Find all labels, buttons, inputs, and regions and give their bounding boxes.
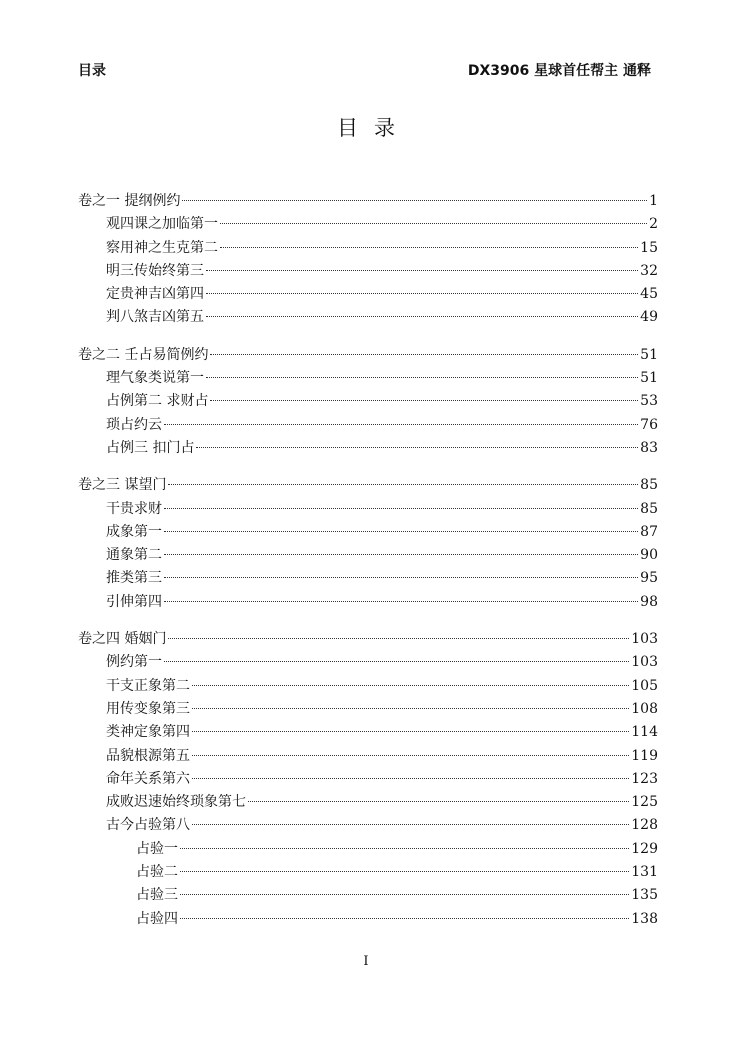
toc-entry-row[interactable] — [78, 591, 658, 614]
toc-entry-label: 明三传始终第三 — [106, 262, 204, 279]
dot-leader — [164, 601, 638, 602]
toc-entry-label: 成败迟速始终琐象第七 — [106, 794, 246, 811]
toc-entry-row[interactable] — [78, 675, 658, 698]
dot-leader — [168, 484, 638, 485]
toc-subentry-row[interactable] — [78, 838, 658, 861]
toc-subentry-label: 占验二 — [136, 864, 178, 881]
dot-leader — [210, 354, 638, 355]
toc-page-number: 83 — [640, 439, 658, 456]
toc-entry-row[interactable] — [78, 306, 658, 329]
dot-leader — [168, 638, 629, 639]
toc-subentry-label: 占验一 — [136, 840, 178, 857]
dot-leader — [180, 894, 629, 895]
toc-entry-label: 定贵神吉凶第四 — [106, 286, 204, 303]
toc-entry-label: 琐占约云 — [106, 416, 162, 433]
toc-page-number: 15 — [640, 239, 658, 256]
toc-chapter-label: 卷之一 提纲例约 — [78, 193, 181, 209]
toc-entry-label: 类神定象第四 — [106, 724, 190, 741]
dot-leader — [164, 531, 638, 532]
toc-entry-label: 命年关系第六 — [106, 770, 190, 787]
dot-leader — [210, 400, 638, 401]
toc-entry-label: 理气象类说第一 — [106, 370, 204, 387]
toc-page-number: 95 — [640, 570, 658, 587]
toc-entry-label: 推类第三 — [106, 570, 162, 587]
toc-entry-row[interactable] — [78, 698, 658, 721]
toc-entry-label: 品貌根源第五 — [106, 747, 190, 764]
dot-leader — [180, 918, 629, 919]
dot-leader — [164, 424, 638, 425]
toc-entry-label: 成象第一 — [106, 523, 162, 540]
toc-entry-row[interactable] — [78, 544, 658, 567]
toc-page-number: 2 — [649, 216, 658, 233]
toc-entry-row[interactable] — [78, 745, 658, 768]
toc-chapter-row[interactable] — [78, 344, 658, 367]
toc-page-number: 135 — [631, 887, 658, 904]
toc-entry-row[interactable] — [78, 390, 658, 413]
dot-leader — [180, 871, 629, 872]
toc-entry-row[interactable] — [78, 651, 658, 674]
toc-page-number: 103 — [631, 654, 658, 671]
toc-page-number: 123 — [631, 770, 658, 787]
toc-entry-row[interactable] — [78, 567, 658, 590]
toc-entry-label: 干贵求财 — [106, 500, 162, 517]
dot-leader — [206, 293, 638, 294]
toc-page-number: 90 — [640, 547, 658, 564]
toc-entry-label: 例约第一 — [106, 654, 162, 671]
toc-entry-row[interactable] — [78, 260, 658, 283]
page-header — [78, 60, 651, 82]
dot-leader — [206, 377, 638, 378]
toc-entry-row[interactable] — [78, 721, 658, 744]
toc-page-number: 49 — [640, 309, 658, 326]
toc-entry-row[interactable] — [78, 283, 658, 306]
toc-entry-row[interactable] — [78, 367, 658, 390]
toc-page-number: 51 — [640, 370, 658, 387]
toc-page-number: 119 — [631, 747, 658, 764]
toc-page-number: 85 — [640, 500, 658, 517]
toc-entry-label: 占例三 扣门占 — [106, 439, 195, 456]
toc-page-number: 103 — [631, 631, 658, 648]
dot-leader — [182, 200, 647, 201]
toc-entry-label: 判八煞吉凶第五 — [106, 309, 204, 326]
toc-page-number: 45 — [640, 286, 658, 303]
toc-entry-label: 干支正象第二 — [106, 677, 190, 694]
dot-leader — [164, 577, 638, 578]
toc-entry-row[interactable] — [78, 768, 658, 791]
dot-leader — [196, 447, 638, 448]
toc-subentry-row[interactable] — [78, 884, 658, 907]
toc-entry-row[interactable] — [78, 213, 658, 236]
toc-entry-row[interactable] — [78, 791, 658, 814]
toc-section-3 — [78, 474, 658, 614]
dot-leader — [192, 755, 629, 756]
toc-subentry-row[interactable] — [78, 861, 658, 884]
toc-page-number: 138 — [631, 910, 658, 927]
page-title: 目录 — [337, 116, 411, 140]
toc-page-number: 128 — [631, 817, 658, 834]
dot-leader — [164, 554, 638, 555]
toc-chapter-row[interactable] — [78, 628, 658, 651]
toc-page-number: 125 — [631, 794, 658, 811]
toc-page-number: 131 — [631, 864, 658, 881]
toc-subentry-row[interactable] — [78, 908, 658, 931]
toc-entry-row[interactable] — [78, 498, 658, 521]
toc-page-number: 114 — [631, 724, 658, 741]
toc-page-number: 76 — [640, 416, 658, 433]
dot-leader — [192, 778, 629, 779]
dot-leader — [192, 824, 629, 825]
dot-leader — [206, 270, 638, 271]
toc-entry-row[interactable] — [78, 437, 658, 460]
toc-section-2 — [78, 344, 658, 460]
dot-leader — [180, 848, 629, 849]
toc-page-number: 53 — [640, 393, 658, 410]
dot-leader — [192, 708, 629, 709]
toc-entry-row[interactable] — [78, 521, 658, 544]
toc-page-number: 1 — [649, 193, 658, 209]
toc-section-1 — [78, 190, 658, 330]
toc-page-number: 87 — [640, 523, 658, 540]
toc-page-number: 105 — [631, 677, 658, 694]
toc-chapter-label: 卷之四 婚姻门 — [78, 631, 167, 648]
toc-entry-row[interactable] — [78, 414, 658, 437]
toc-entry-label: 观四课之加临第一 — [106, 216, 218, 233]
header-right-text: DX3906 星球首任帮主 通释 — [467, 63, 651, 79]
toc-subentry-label: 占验三 — [136, 887, 178, 904]
toc-page-number: 85 — [640, 477, 658, 494]
toc-entry-label: 占例第二 求财占 — [106, 393, 209, 410]
toc-entry-row[interactable] — [78, 237, 658, 260]
toc-subentry-label: 占验四 — [136, 910, 178, 927]
dot-leader — [192, 685, 629, 686]
toc-chapter-row[interactable] — [78, 474, 658, 497]
header-left-text: 目录 — [78, 63, 106, 79]
toc-chapter-label: 卷之二 壬占易简例约 — [78, 346, 209, 363]
dot-leader — [220, 247, 638, 248]
toc-entry-row[interactable] — [78, 814, 658, 837]
dot-leader — [220, 223, 647, 224]
toc-entry-label: 古今占验第八 — [106, 817, 190, 834]
toc-page-number: 108 — [631, 700, 658, 717]
toc-page-number: 129 — [631, 840, 658, 857]
toc-entry-label: 察用神之生克第二 — [106, 239, 218, 256]
dot-leader — [206, 316, 638, 317]
dot-leader — [192, 731, 629, 732]
toc-entry-label: 引伸第四 — [106, 593, 162, 610]
toc-entry-label: 用传变象第三 — [106, 700, 190, 717]
table-of-contents — [78, 190, 658, 945]
toc-page-number: 51 — [640, 346, 658, 363]
toc-entry-label: 通象第二 — [106, 547, 162, 564]
dot-leader — [164, 661, 629, 662]
toc-page-number: 32 — [640, 262, 658, 279]
page-number-footer: I — [363, 954, 369, 969]
toc-section-4 — [78, 628, 658, 931]
toc-chapter-row[interactable] — [78, 190, 658, 213]
toc-chapter-label: 卷之三 谋望门 — [78, 477, 167, 494]
dot-leader — [164, 508, 638, 509]
toc-page-number: 98 — [640, 593, 658, 610]
dot-leader — [248, 801, 629, 802]
